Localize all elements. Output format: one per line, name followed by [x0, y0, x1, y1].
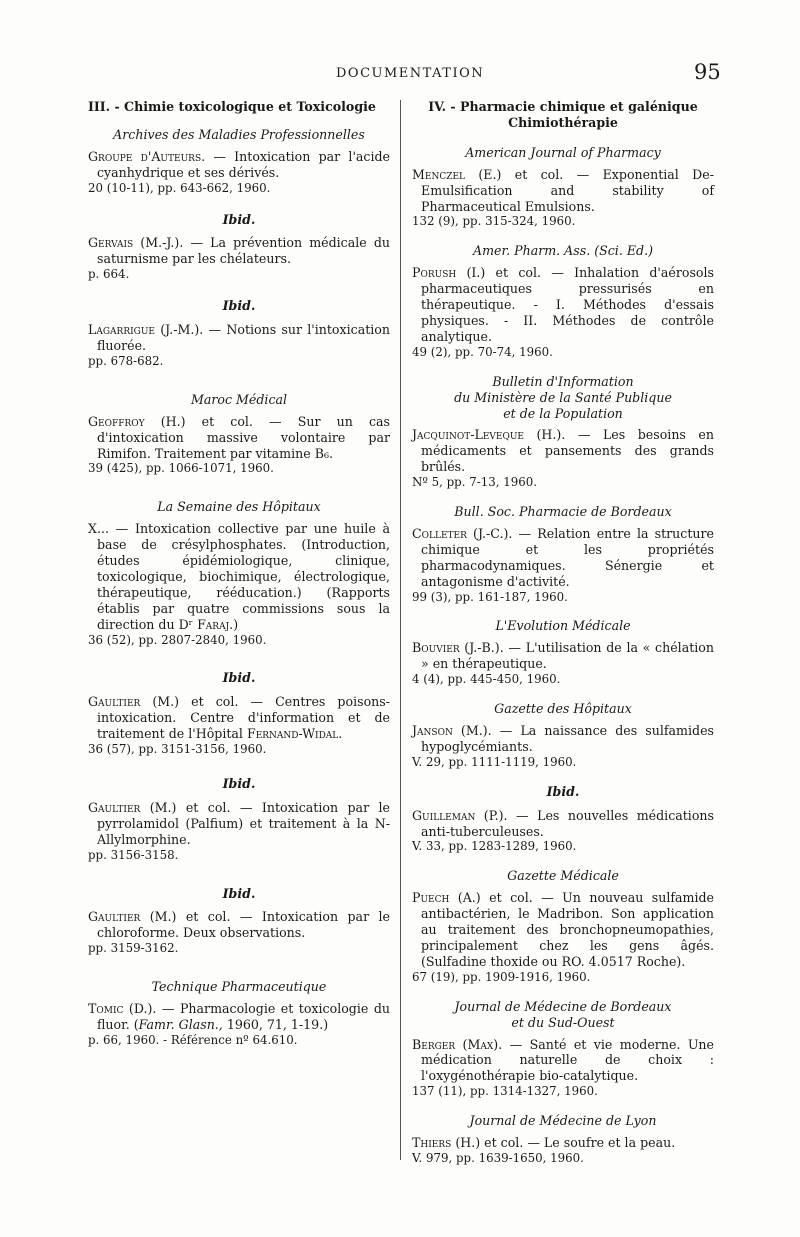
entry-reference: p. 66, 1960. - Référence nº 64.610. — [88, 1032, 298, 1047]
bibliography-entry — [88, 521, 390, 648]
entry-reference: V. 29, pp. 1111-1119, 1960. — [412, 754, 577, 769]
entry-reference: 49 (2), pp. 70-74, 1960. — [412, 344, 553, 359]
entry-author: Janson (M.). — [412, 723, 492, 738]
page-number: 95 — [694, 60, 721, 84]
entry-author: Bouvier (J.-B.). — [412, 640, 504, 656]
entry-reference: 67 (19), pp. 1909-1916, 1960. — [412, 969, 591, 984]
journal-title: et du Sud-Ouest — [511, 1014, 615, 1030]
entry-author: Gaultier (M.) — [88, 694, 180, 710]
entry-reference: 20 (10-11), pp. 643-662, 1960. — [88, 180, 271, 195]
entry-text: — L'utilisation de la « chélation » en thérapeutique. — [421, 640, 714, 672]
right-column — [412, 99, 714, 1180]
entry-reference: 99 (3), pp. 161-187, 1960. — [412, 589, 568, 604]
bibliography-entry — [412, 808, 714, 856]
entry-reference: pp. 678-682. — [88, 353, 164, 368]
bibliography-entry — [412, 167, 714, 231]
bibliography-entry — [412, 1135, 714, 1167]
journal-title: Archives des Maladies Professionnelles — [113, 126, 365, 142]
ibid-heading: Ibid. — [222, 298, 256, 314]
entry-author: Fernand-Widal. — [246, 726, 343, 742]
ibid-heading: Ibid. — [222, 670, 256, 686]
left-column — [88, 99, 390, 1064]
entry-text: et col. — Centres poisons-intoxication. Centre d'information et de traitement de l'Hôpital — [97, 694, 390, 742]
journal-title: Bull. Soc. Pharmacie de Bordeaux — [454, 504, 672, 520]
entry-author: Thiers (H.) — [412, 1135, 481, 1151]
bibliography-entry — [88, 909, 390, 957]
bibliography-entry — [412, 640, 714, 688]
entry-author: Lagarrigue (J.-M.). — [88, 322, 204, 338]
entry-author: Porush (I.) — [412, 265, 486, 281]
journal-title: du Ministère de la Santé Publique — [454, 389, 672, 405]
entry-reference: 137 (11), pp. 1314-1327, 1960. — [412, 1084, 598, 1099]
entry-author: Groupe d'Auteurs. — [88, 148, 206, 164]
bibliography-entry — [88, 322, 390, 370]
bibliography-entry — [412, 265, 714, 360]
bibliography-entry — [412, 427, 714, 491]
entry-author: Guilleman (P.). — [412, 807, 508, 823]
bibliography-entry — [412, 723, 714, 771]
entry-reference: 39 (425), pp. 1066-1071, 1960. — [88, 461, 274, 476]
entry-author: Gaultier (M.) — [88, 799, 177, 815]
journal-title: Maroc Médical — [190, 391, 288, 407]
entry-text: — Notions sur l'intoxication fluorée. — [97, 322, 390, 353]
ibid-heading: Ibid. — [222, 885, 256, 901]
entry-text: — La prévention médicale du saturnisme par les chélateurs. — [97, 235, 390, 267]
bibliography-entry — [88, 235, 390, 283]
entry-text: et col. — Un nouveau sulfamide antibactérien, le Madribon. Son application au traitement des bronchopneumopathies, principalement chez les gens âgés. (Sulfadine thoxide ou RO. 4.0517 Roche). — [421, 890, 715, 969]
entry-text: et col. — Exponential De-Emulsification and stability of Pharmaceutical Emulsions. — [421, 166, 714, 214]
journal-title: L'Evolution Médicale — [495, 618, 631, 634]
entry-text: — Les nouvelles médications anti-tuberculeuses. — [421, 807, 714, 839]
entry-text: — Pharmacologie et toxicologie du fluor. ( — [97, 1001, 390, 1032]
entry-reference: p. 664. — [88, 267, 130, 282]
entry-reference: V. 33, pp. 1283-1289, 1960. — [412, 839, 577, 854]
section-heading-line: Chimiothérapie — [508, 114, 618, 130]
entry-reference: Nº 5, pp. 7-13, 1960. — [412, 475, 538, 490]
page-header — [0, 60, 800, 88]
bibliography-entry — [88, 1001, 390, 1049]
entry-text: 1960, 71, 1-19.) — [222, 1016, 329, 1032]
running-head: DOCUMENTATION — [336, 66, 485, 81]
entry-author: Puech (A.) — [412, 890, 481, 906]
ibid-heading: Ibid. — [222, 211, 256, 227]
journal-title: Journal de Médecine de Bordeaux — [454, 998, 672, 1014]
entry-author: Geoffroy (H.) — [88, 413, 186, 429]
bibliography-entry — [412, 890, 714, 985]
entry-reference: 36 (52), pp. 2807-2840, 1960. — [88, 632, 267, 647]
entry-reference: 4 (4), pp. 445-450, 1960. — [412, 672, 561, 687]
journal-title: Technique Pharmaceutique — [151, 979, 327, 995]
entry-text: et col. — Le soufre et la peau. — [480, 1135, 676, 1151]
bibliography-entry — [412, 1037, 714, 1101]
bibliography-entry — [88, 800, 390, 864]
section-heading — [412, 99, 714, 131]
journal-title: Gazette des Hôpitaux — [494, 701, 632, 717]
entry-text: — Intoxication collective par une huile à base de crésylphosphates. (Introduction, études épidémiologique, clinique, toxicologique, biochimique, électrologique, thérapeutique, rééducation.) (Rapports établis par quatre commissions sous la direction du Dʳ — [97, 521, 390, 632]
entry-text: ) — [233, 616, 239, 632]
ibid-heading: Ibid. — [546, 783, 580, 799]
entry-text: — Les besoins en médicaments et pansements des grands brûlés. — [421, 427, 714, 475]
entry-author: Colleter (J.-C.). — [412, 525, 513, 541]
entry-author: Gervais (M.-J.). — [88, 235, 184, 251]
journal-title: et de la Population — [503, 405, 623, 421]
entry-text: — Relation entre la structure chimique et les propriétés pharmacodynamiques. Sénergie et antagonisme d'activité. — [421, 525, 714, 589]
entry-text: et col. — Intoxication par le chloroforme. Deux observations. — [97, 909, 390, 941]
journal-title: Journal de Médecine de Lyon — [469, 1113, 657, 1129]
entry-author: Gaultier (M.) — [88, 909, 177, 925]
entry-author: Tomic (D.). — [88, 1001, 157, 1017]
journal-title: American Journal of Pharmacy — [465, 144, 661, 160]
entry-reference: 36 (57), pp. 3151-3156, 1960. — [88, 742, 267, 757]
journal-title: La Semaine des Hôpitaux — [157, 499, 321, 515]
entry-reference: pp. 3156-3158. — [88, 847, 179, 862]
journal-title: Amer. Pharm. Ass. (Sci. Ed.) — [472, 243, 654, 259]
journal-abbrev: Famr. Glasn., — [138, 1016, 223, 1032]
entry-text: et col. — Sur un cas d'intoxication massive volontaire par Rimifon. Traitement par vitamine B₆. — [97, 413, 390, 461]
entry-author: X... — [88, 521, 109, 537]
entry-reference: 132 (9), pp. 315-324, 1960. — [412, 214, 576, 229]
ibid-heading: Ibid. — [222, 776, 256, 791]
entry-text: et col. — Inhalation d'aérosols pharmaceutiques pressurisés en thérapeutique. - I. Méthodes d'essais physiques. - II. Méthodes de contrôle analytique. — [421, 265, 714, 344]
bibliography-entry — [88, 149, 390, 197]
entry-author: Jacquinot-Leveque (H.). — [412, 427, 566, 443]
entry-reference: pp. 3159-3162. — [88, 941, 179, 956]
entry-reference: V. 979, pp. 1639-1650, 1960. — [412, 1150, 584, 1165]
entry-text: et col. — Intoxication par le pyrrolamidol (Palfium) et traitement à la N-Allylmorphine. — [97, 799, 390, 847]
entry-author: Faraj. — [197, 616, 234, 632]
column-divider — [400, 100, 401, 1160]
entry-author: Menczel (E.) — [412, 166, 502, 182]
entry-text: — La naissance des sulfamides hypoglycémiants. — [421, 723, 714, 754]
bibliography-entry — [88, 414, 390, 478]
section-heading-line: IV. - Pharmacie chimique et galénique — [428, 99, 698, 114]
journal-title: Gazette Médicale — [507, 868, 619, 884]
entry-text: — Santé et vie moderne. Une médication naturelle de choix : l'oxygénothérapie bio-catalytique. — [421, 1036, 714, 1084]
entry-text: — Intoxication par l'acide cyanhydrique et ses dérivés. — [97, 148, 391, 180]
bibliography-entry — [88, 694, 390, 758]
section-heading: III. - Chimie toxicologique et Toxicologie — [88, 99, 376, 114]
entry-author: Berger (Max). — [412, 1036, 503, 1052]
journal-title: Bulletin d'Information — [492, 373, 634, 389]
bibliography-entry — [412, 526, 714, 606]
